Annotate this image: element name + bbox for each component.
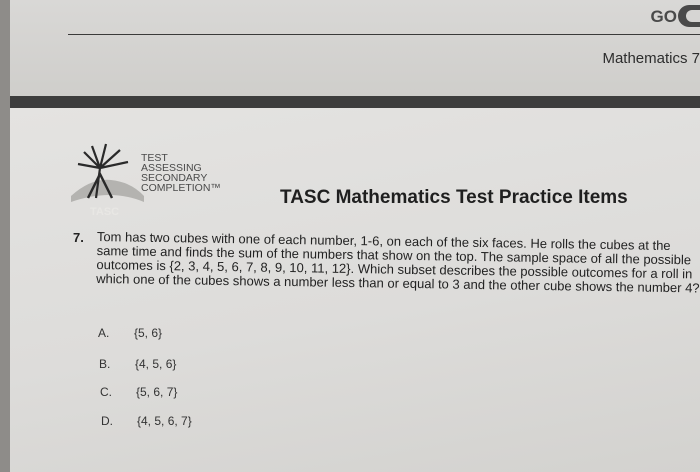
logo-wordmark: [141, 153, 221, 193]
answer-choice-a[interactable]: [98, 326, 162, 340]
choice-text: {4, 5, 6}: [135, 357, 177, 371]
answer-choice-d[interactable]: [101, 414, 192, 428]
answer-choice-b[interactable]: [99, 357, 176, 371]
choice-letter: B.: [99, 357, 111, 371]
question-text: Tom has two cubes with one of each number, 1-6, on each of the six faces. He rolls the cubes at the same time and finds the sum of the numbers that show on the top. The sample space of all the possible outcomes is {2, 3, 4, 5, 6, 7, 8, 9, 10, 11, 12}. Which subset describes the possible outcomes for a roll in which one of the cubes shows a number less than or equal to 3 and the other cube shows the number 4?: [96, 229, 700, 296]
question-number: 7.: [73, 230, 84, 245]
choice-text: {4, 5, 6, 7}: [137, 414, 192, 428]
go-label: GO: [650, 7, 677, 26]
logo-line: ASSESSING: [141, 162, 202, 174]
logo-line: COMPLETION™: [141, 182, 221, 194]
page-rule: [68, 34, 700, 35]
choice-letter: D.: [101, 414, 113, 428]
logo-line: TEST: [141, 152, 168, 164]
go-arrow-icon: [678, 5, 700, 27]
page-gap-shadow: [10, 96, 700, 108]
previous-page-bottom: [10, 0, 700, 96]
test-page: [10, 108, 700, 472]
screen-bezel: [0, 0, 10, 472]
choice-text: {5, 6, 7}: [136, 385, 178, 399]
choice-letter: C.: [100, 385, 112, 399]
logo-line: SECONDARY: [141, 172, 208, 184]
answer-choice-c[interactable]: [100, 385, 177, 399]
choice-letter: A.: [98, 326, 110, 340]
page-footer-subject: Mathematics 7: [602, 50, 700, 67]
choice-text: {5, 6}: [134, 326, 163, 340]
page-title: TASC Mathematics Test Practice Items: [280, 187, 628, 208]
logo-badge-text: TASC: [90, 206, 120, 218]
